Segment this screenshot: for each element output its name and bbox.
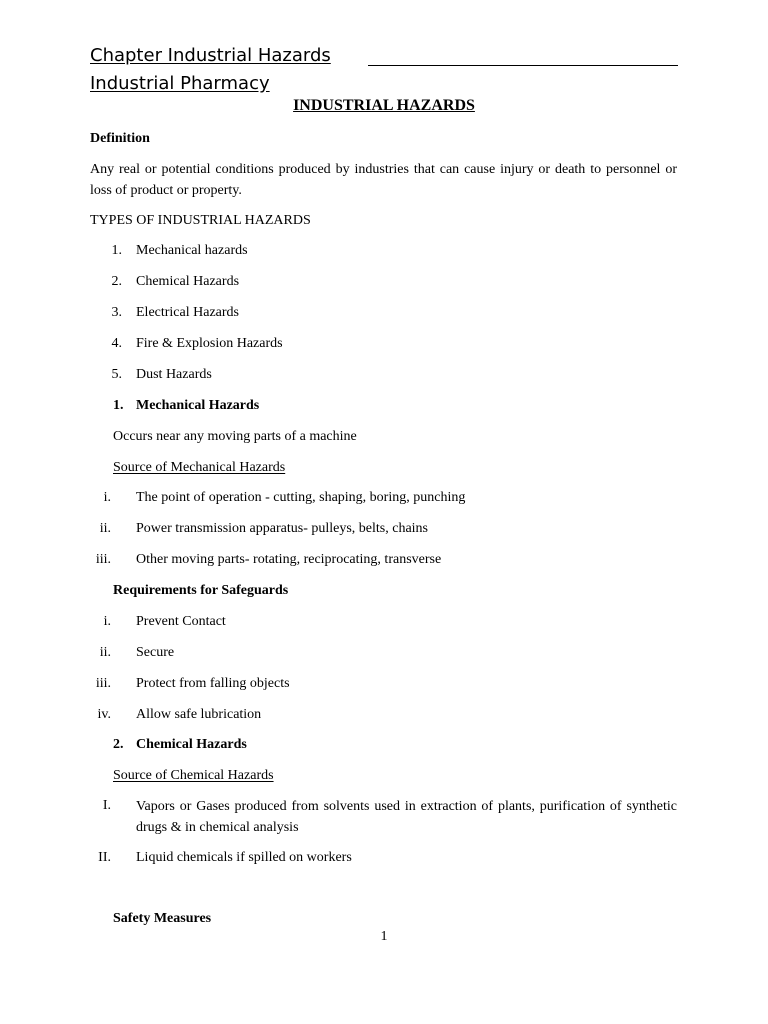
requirement-label: Allow safe lubrication [136, 707, 262, 722]
requirement-label: Protect from falling objects [136, 676, 290, 691]
requirements-heading: Requirements for Safeguards [113, 583, 289, 598]
types-item-label: Chemical Hazards [136, 274, 240, 289]
chemical-source-label: Liquid chemicals if spilled on workers [136, 850, 352, 865]
requirement-num: iii. [95, 676, 111, 691]
mechanical-heading-num: 1. [113, 398, 124, 413]
types-heading: TYPES OF INDUSTRIAL HAZARDS [90, 213, 311, 228]
subject-title: Industrial Pharmacy [90, 73, 270, 94]
chapter-title-text: Chapter Industrial Hazards [90, 45, 331, 66]
requirement-label: Prevent Contact [136, 614, 226, 629]
page-number: 1 [380, 929, 388, 944]
header-rule [368, 65, 678, 66]
types-item-num: 3. [111, 305, 122, 320]
chemical-source-heading: Source of Chemical Hazards [113, 768, 274, 783]
types-item-num: 5. [111, 367, 122, 382]
types-item-num: 1. [111, 243, 122, 258]
types-item-label: Mechanical hazards [136, 243, 248, 258]
chemical-source-label: Vapors or Gases produced from solvents used in extraction of plants, purification of synthetic drugs & in chemical analysis [136, 799, 677, 835]
mechanical-source-num: ii. [99, 521, 111, 536]
mechanical-source-label: The point of operation - cutting, shaping, boring, punching [136, 490, 466, 505]
chemical-heading: Chemical Hazards [136, 737, 247, 752]
types-item-label: Electrical Hazards [136, 305, 239, 320]
types-item-label: Fire & Explosion Hazards [136, 336, 283, 351]
requirement-num: i. [103, 614, 111, 629]
mechanical-heading: Mechanical Hazards [136, 398, 260, 413]
chapter-title [90, 45, 331, 66]
page-title: INDUSTRIAL HAZARDS [293, 97, 475, 114]
types-item-num: 4. [111, 336, 122, 351]
mechanical-source-num: iii. [95, 552, 111, 567]
requirement-num: ii. [99, 645, 111, 660]
mechanical-source-heading: Source of Mechanical Hazards [113, 460, 286, 475]
definition-heading: Definition [90, 131, 150, 146]
mechanical-description: Occurs near any moving parts of a machine [113, 429, 357, 444]
chemical-source-num: I. [102, 798, 111, 813]
mechanical-source-label: Power transmission apparatus- pulleys, belts, chains [136, 521, 429, 536]
mechanical-source-num: i. [103, 490, 111, 505]
types-item-num: 2. [111, 274, 122, 289]
safety-measures-heading: Safety Measures [113, 911, 212, 926]
chemical-source-num: II. [98, 850, 111, 865]
requirement-label: Secure [136, 645, 175, 660]
definition-text: Any real or potential conditions produced by industries that can cause injury or death to personnel or loss of product or property. [90, 162, 677, 198]
chemical-heading-num: 2. [113, 737, 124, 752]
requirement-num: iv. [97, 707, 111, 722]
types-item-label: Dust Hazards [136, 367, 212, 382]
mechanical-source-label: Other moving parts- rotating, reciprocating, transverse [136, 552, 442, 567]
